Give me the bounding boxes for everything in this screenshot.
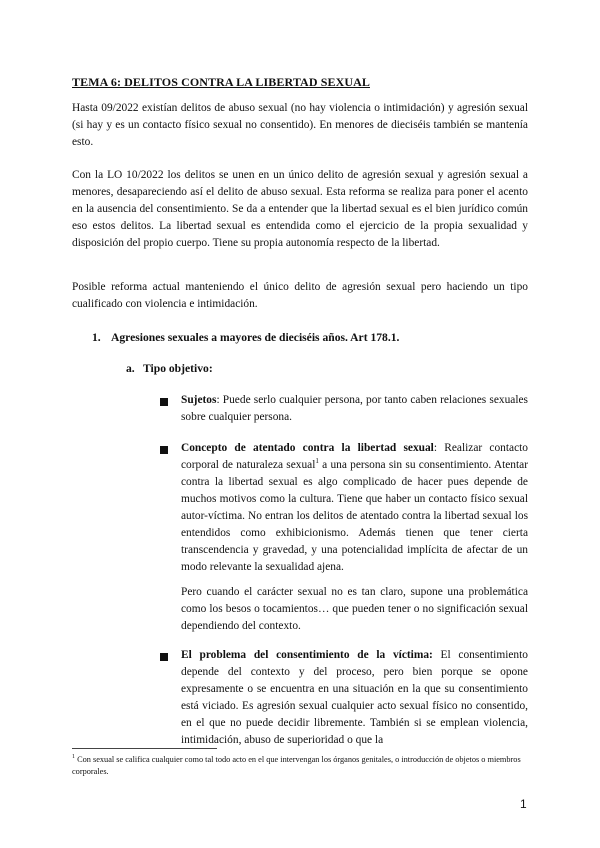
section-number: 1.: [92, 331, 101, 344]
paragraph-3: Posible reforma actual manteniendo el único delito de agresión sexual pero haciendo un tipo cualificado con violencia e intimidación.: [72, 281, 528, 310]
page-number: 1: [520, 797, 527, 811]
subsection-title: Tipo objetivo:: [143, 362, 213, 375]
list-item-concepto: [181, 440, 528, 576]
footnote-text: Con sexual se califica cualquier como tal todo acto en el que intervengan los órganos genitales, o introducción de objetos o miembros corporales.: [72, 755, 521, 776]
subsection-heading: [126, 362, 213, 375]
list-item-term: Sujetos: [181, 394, 217, 406]
list-item-sujetos: [181, 392, 528, 426]
footnote: [72, 754, 530, 778]
list-item-continuation: Pero cuando el carácter sexual no es tan claro, supone una problemática como los besos o tocamientos… que pueden tener o no significación sexual dependiendo del contexto.: [181, 586, 528, 632]
list-item-text: : Realizar contacto corporal de naturaleza sexual: [181, 442, 528, 471]
square-bullet-icon: [160, 446, 168, 454]
footnote-number: 1: [72, 754, 75, 761]
footnote-reference[interactable]: 1: [315, 457, 319, 466]
page-title: TEMA 6: DELITOS CONTRA LA LIBERTAD SEXUAL: [72, 75, 370, 89]
list-item-term: Concepto de atentado contra la libertad sexual: [181, 442, 434, 454]
list-item-term: El problema del consentimiento de la víctima:: [181, 649, 433, 661]
list-item-text: El consentimiento depende del contexto y del proceso, pero bien porque se opone expresamente o se encuentra en una situación en la que su consentimiento está viciado. Es agresión sexual cualquier acto sexual físico no consentido, en el que no puede decidir libremente. También si se emplean violencia, intimidación, abuso de superioridad o que la: [181, 649, 528, 746]
square-bullet-icon: [160, 398, 168, 406]
paragraph-2: Con la LO 10/2022 los delitos se unen en un único delito de agresión sexual y agresión sexual a menores, desapareciendo así el delito de abuso sexual. Esta reforma se realiza para poner el acento en la ausencia del consentimiento. Se da a entender que la libertad sexual es el bien jurídico común eso estos delitos. La libertad sexual es entendida como el ejercicio de la propia sexualidad y disposición del propio cuerpo. Tiene su propia autonomía respecto de la libertad.: [72, 169, 528, 249]
section-heading: [92, 331, 399, 344]
list-item-consentimiento: [181, 647, 528, 749]
square-bullet-icon: [160, 653, 168, 661]
subsection-number: a.: [126, 362, 135, 375]
section-title: Agresiones sexuales a mayores de dieciséis años. Art 178.1.: [111, 331, 400, 344]
paragraph-1: Hasta 09/2022 existían delitos de abuso sexual (no hay violencia o intimidación) y agresión sexual (si hay y es un contacto físico sexual no consentido). En menores de dieciséis también se mantenía esto.: [72, 102, 528, 148]
list-item-text-continued: a una persona sin su consentimiento. Atentar contra la libertad sexual es algo complicado de hacer pues depende de muchos motivos como la cultura. Tiene que haber un contacto físico sexual autor-víctima. No entran los delitos de atentado contra la libertad sexual los entendidos como exhibicionismo. Además tienen que tener cierta transcendencia y gravedad, y una potencialidad implícita de afectar de un modo relevante la sexualidad ajena.: [181, 459, 529, 573]
list-item-text: : Puede serlo cualquier persona, por tanto caben relaciones sexuales sobre cualquier persona.: [181, 394, 528, 423]
footnote-separator: [72, 748, 217, 749]
